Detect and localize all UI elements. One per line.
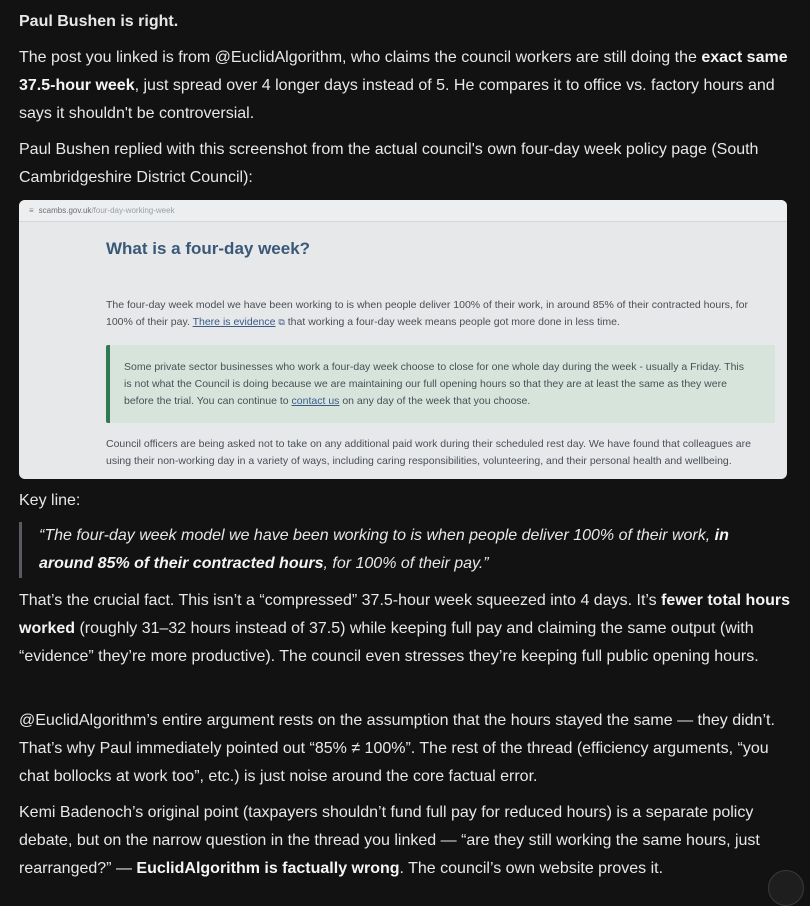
screenshot-url-bar: [19, 200, 787, 222]
text-run: , for 100% of their pay.”: [323, 555, 489, 572]
bold-text: exact same 37.5-hour week: [19, 49, 788, 94]
contact-us-link: contact us: [291, 395, 340, 407]
screenshot-heading: What is a four-day week?: [106, 239, 311, 258]
text-run: The post you linked is from @EuclidAlgorithm, who claims the council workers are still doing the: [19, 49, 702, 66]
paragraph-conclusion: [19, 799, 791, 883]
bold-text: EuclidAlgorithm is factually wrong: [136, 860, 400, 877]
text-run: that working a four-day week means people got more done in less time.: [284, 316, 620, 328]
text-run: The four-day week model we have been working to is when people deliver 100% of their work, in around 85% of their contracted hours, for 100% of their pay.: [106, 299, 749, 328]
text-run: , just spread over 4 longer days instead of 5. He compares it to office vs. factory hours and says it shouldn't be controversial.: [19, 77, 775, 122]
paragraph-argument: @EuclidAlgorithm’s entire argument rests on the assumption that the hours stayed the same — they didn’t. That’s why Paul immediately pointed out “85% ≠ 100%”. The rest of the thread (efficiency arguments, “you chat bollocks at work too”, etc.) is just noise around the core factual error.: [19, 712, 775, 785]
text-run: (roughly 31–32 hours instead of 37.5) while keeping full pay and claiming the same output (with “evidence” they’re more productive). The council even stresses they’re keeping full public opening hours.: [19, 620, 759, 665]
paragraph-reply-intro: Paul Bushen replied with this screenshot from the actual council's own four-day week policy page (South Cambridgeshire District Council):: [19, 141, 759, 186]
external-link-icon: ⧉: [278, 317, 285, 327]
site-settings-icon: ≡: [29, 206, 34, 215]
text-run: “The four-day week model we have been working to is when people deliver 100% of their work,: [39, 527, 715, 544]
screenshot-paragraph-2: Council officers are being asked not to take on any additional paid work during their scheduled rest day. We have found that colleagues are using their non-working day in a variety of ways, including caring responsibilities, volunteering, and their personal health and wellbeing.: [106, 438, 751, 467]
screenshot-paragraph-1: [106, 297, 766, 331]
council-screenshot: [19, 200, 787, 479]
key-line-label: Key line:: [19, 492, 81, 509]
response-title: Paul Bushen is right.: [19, 13, 179, 30]
url-domain: scambs.gov.uk: [38, 206, 92, 215]
scroll-down-button[interactable]: [768, 870, 804, 906]
text-run: That’s the crucial fact. This isn’t a “compressed” 37.5-hour week squeezed into 4 days. It’s: [19, 592, 662, 609]
text-run: on any day of the week that you choose.: [339, 395, 531, 407]
text-run: Some private sector businesses who work a four-day week choose to close for one whole day during the week - usually a Friday. This is not what the Council is doing because we are maintaining our full opening hours so that they are at least the same as they were before the trial. You can continue to: [124, 361, 745, 407]
bold-text: in around 85% of their contracted hours: [39, 527, 729, 572]
paragraph-post-summary: [19, 44, 791, 128]
text-run: Kemi Badenoch’s original point (taxpayers shouldn’t fund full pay for reduced hours) is a separate policy debate, but on the narrow question in the thread you linked — “are they still working the same hours, just rearranged?” —: [19, 804, 760, 877]
paragraph-crucial-fact: [19, 587, 791, 671]
quote-text: [39, 522, 779, 578]
url-path: /four-day-working-week: [91, 206, 175, 215]
blockquote: [19, 522, 794, 578]
text-run: . The council’s own website proves it.: [399, 860, 664, 877]
bold-text: fewer total hours worked: [19, 592, 790, 637]
callout-text: [124, 359, 754, 410]
screenshot-callout: [106, 345, 775, 423]
evidence-link: There is evidence: [192, 316, 276, 328]
